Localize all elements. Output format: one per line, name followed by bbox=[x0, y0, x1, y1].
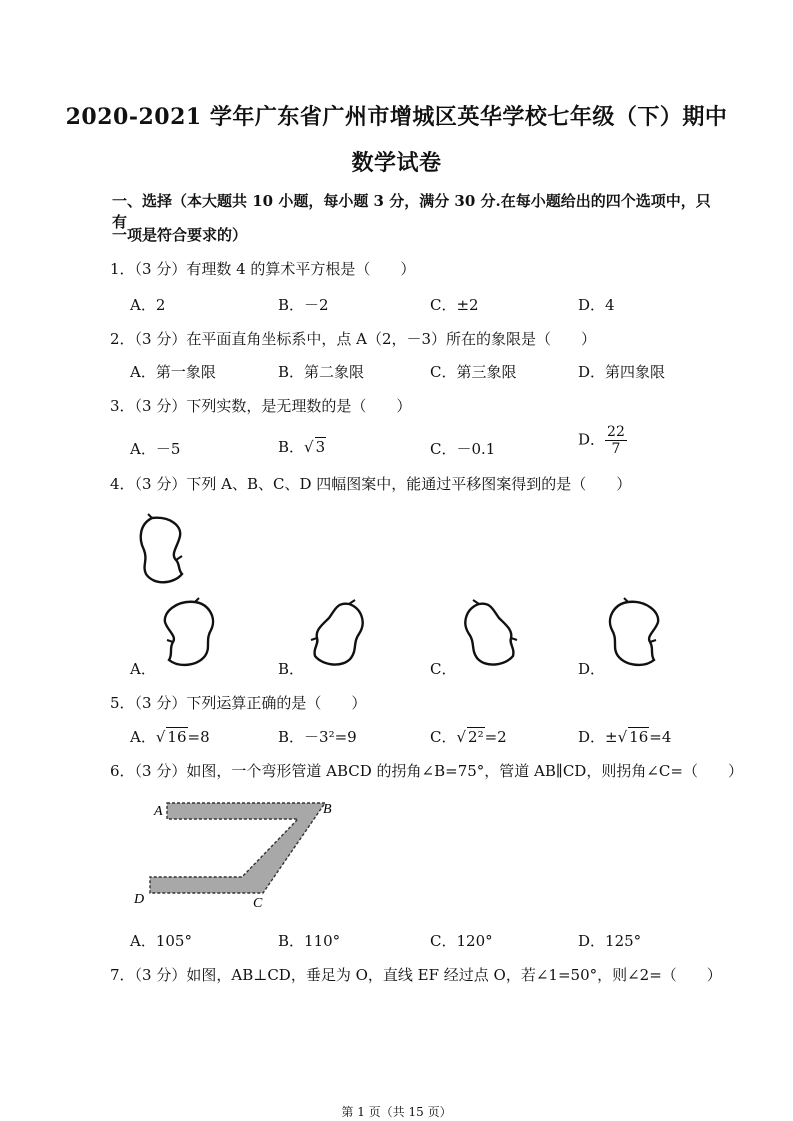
question-2-option-b: B．第二象限 bbox=[278, 363, 365, 381]
section-heading-line1: 一、选择（本大题共 10 小题，每小题 3 分，满分 30 分.在每小题给出的四个选项中，只有 bbox=[112, 192, 711, 231]
question-3-option-a: A．－5 bbox=[130, 440, 181, 458]
question-5-option-a bbox=[130, 726, 210, 747]
page-footer: 第 1 页（共 15 页） bbox=[341, 1105, 452, 1119]
question-5-option-d-letter: D．± bbox=[578, 728, 618, 746]
question-3-option-d-numerator: 22 bbox=[607, 424, 625, 440]
question-5-option-d bbox=[578, 726, 671, 747]
question-5-option-c-radicand: 2² bbox=[468, 728, 484, 746]
question-4-text: 4．（3 分）下列 A、B、C、D 四幅图案中，能通过平移图案得到的是（ ） bbox=[110, 475, 632, 493]
pipe-figure bbox=[130, 795, 350, 910]
question-3-text: 3．（3 分）下列实数，是无理数的是（ ） bbox=[110, 397, 412, 415]
question-6-option-a: A．105° bbox=[130, 932, 192, 950]
question-3-option-d-letter: D． bbox=[578, 430, 606, 449]
pipe-label-b: B bbox=[323, 802, 332, 817]
exam-title-line1: 2020-2021 学年广东省广州市增城区英华学校七年级（下）期中 bbox=[65, 104, 728, 130]
question-7-text: 7．（3 分）如图，AB⊥CD，垂足为 O，直线 EF 经过点 O，若∠1=50°，则∠2=（ ） bbox=[110, 966, 722, 984]
question-4-option-c-label: C． bbox=[430, 660, 457, 678]
question-3-option-b-radicand: 3 bbox=[315, 438, 326, 456]
leaf-pattern-c bbox=[455, 598, 525, 670]
pipe-label-d: D bbox=[134, 892, 145, 907]
question-2-option-a: A．第一象限 bbox=[130, 363, 216, 381]
question-5-option-b: B．－3²=9 bbox=[278, 728, 357, 746]
question-6-option-b: B．110° bbox=[278, 932, 341, 950]
question-4-option-a-label: A． bbox=[130, 660, 156, 678]
question-3-option-b-letter: B． bbox=[278, 438, 305, 456]
leaf-pattern-d bbox=[598, 598, 668, 670]
question-5-option-c-letter: C． bbox=[430, 728, 457, 746]
leaf-pattern-original bbox=[130, 510, 200, 590]
question-3-option-c: C．－0.1 bbox=[430, 440, 496, 458]
sqrt-symbol: √ 3 bbox=[304, 438, 326, 456]
pipe-label-c: C bbox=[253, 896, 263, 911]
question-1-text: 1．（3 分）有理数 4 的算术平方根是（ ） bbox=[110, 260, 416, 278]
question-3-option-d-denominator: 7 bbox=[611, 441, 621, 457]
question-3-option-d bbox=[578, 424, 627, 457]
question-2-option-c: C．第三象限 bbox=[430, 363, 517, 381]
question-3-option-b bbox=[278, 436, 326, 457]
leaf-pattern-b bbox=[305, 598, 375, 670]
exam-title-line2: 数学试卷 bbox=[351, 150, 442, 176]
question-2-text: 2．（3 分）在平面直角坐标系中，点 A（2，－3）所在的象限是（ ） bbox=[110, 330, 597, 348]
question-5-option-c-result: =2 bbox=[484, 728, 507, 746]
question-5-option-d-result: =4 bbox=[649, 728, 672, 746]
question-6-option-d: D．125° bbox=[578, 932, 642, 950]
section-heading-line2: 一项是符合要求的） bbox=[112, 226, 248, 244]
question-1-option-b: B．－2 bbox=[278, 296, 329, 314]
question-5-option-a-radicand: 16 bbox=[167, 728, 187, 746]
pipe-label-a: A bbox=[154, 804, 163, 819]
question-1-option-a: A．2 bbox=[130, 296, 166, 314]
question-5-option-d-radicand: 16 bbox=[629, 728, 649, 746]
sqrt-symbol: √ 16 bbox=[155, 728, 187, 746]
sqrt-symbol: √ 16 bbox=[617, 728, 649, 746]
question-1-option-c: C．±2 bbox=[430, 296, 479, 314]
question-4-option-d-label: D． bbox=[578, 660, 606, 678]
question-1-option-d: D．4 bbox=[578, 296, 615, 314]
question-2-option-d: D．第四象限 bbox=[578, 363, 666, 381]
fraction bbox=[605, 424, 627, 457]
question-5-option-a-result: =8 bbox=[187, 728, 210, 746]
question-5-option-a-letter: A． bbox=[130, 728, 156, 746]
question-6-text: 6．（3 分）如图，一个弯形管道 ABCD 的拐角∠B=75°，管道 AB∥CD，则拐角∠C=（ ） bbox=[110, 762, 743, 780]
question-4-option-b-label: B． bbox=[278, 660, 305, 678]
question-6-option-c: C．120° bbox=[430, 932, 493, 950]
question-5-text: 5．（3 分）下列运算正确的是（ ） bbox=[110, 694, 367, 712]
leaf-pattern-a bbox=[155, 598, 225, 670]
question-5-option-c bbox=[430, 726, 507, 747]
sqrt-symbol: √ 2² bbox=[456, 728, 484, 746]
